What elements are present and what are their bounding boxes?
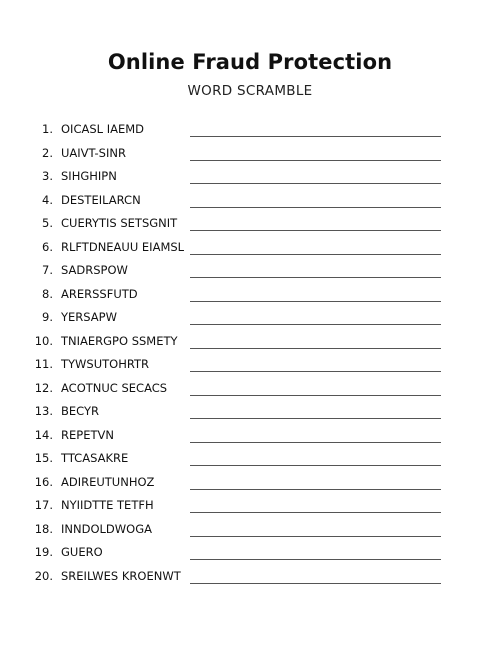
answer-line[interactable]	[190, 395, 441, 396]
scramble-item	[0, 494, 500, 518]
scramble-item	[0, 541, 500, 565]
item-number: 12.	[34, 380, 53, 395]
answer-line[interactable]	[190, 136, 441, 137]
scrambled-word: TNIAERGPO SSMETY	[61, 333, 178, 348]
worksheet-title: Online Fraud Protection	[107, 50, 393, 74]
answer-line[interactable]	[190, 207, 441, 208]
scrambled-word: SIHGHIPN	[61, 169, 117, 183]
scrambled-word: DESTEILARCN	[61, 192, 141, 207]
scrambled-word: TYWSUTOHRTR	[61, 357, 150, 371]
answer-line[interactable]	[190, 536, 441, 537]
scrambled-word: BECYR	[61, 404, 99, 418]
scrambled-word: TTCASAKRE	[61, 451, 129, 465]
scramble-item	[0, 400, 500, 424]
scrambled-word: NYIIDTTE TETFH	[61, 498, 154, 512]
scramble-list	[0, 118, 500, 588]
answer-line[interactable]	[190, 512, 441, 513]
answer-line[interactable]	[190, 348, 441, 349]
worksheet-subtitle: WORD SCRAMBLE	[187, 83, 313, 99]
item-number: 11.	[34, 357, 53, 371]
scrambled-word: REPETVN	[61, 427, 114, 442]
item-number: 15.	[34, 451, 53, 465]
scramble-item	[0, 259, 500, 283]
answer-line[interactable]	[190, 418, 441, 419]
item-number: 17.	[34, 498, 53, 512]
answer-line[interactable]	[190, 583, 441, 584]
scrambled-word: YERSAPW	[61, 310, 117, 324]
scramble-item	[0, 353, 500, 377]
answer-line[interactable]	[190, 183, 441, 184]
item-number: 7.	[42, 263, 53, 277]
scramble-item	[0, 189, 500, 213]
scrambled-word: SADRSPOW	[61, 263, 128, 277]
scramble-item	[0, 565, 500, 589]
item-number: 1.	[42, 122, 53, 136]
answer-line[interactable]	[190, 301, 441, 302]
scramble-item	[0, 118, 500, 142]
answer-line[interactable]	[190, 230, 441, 231]
answer-line[interactable]	[190, 324, 441, 325]
scrambled-word: RLFTDNEAUU EIAMSL	[61, 239, 185, 254]
scramble-item	[0, 165, 500, 189]
scrambled-word: ACOTNUC SECACS	[61, 380, 168, 395]
item-number: 18.	[34, 521, 53, 536]
scrambled-word: ARERSSFUTD	[61, 286, 138, 301]
scramble-item	[0, 142, 500, 166]
item-number: 20.	[34, 568, 53, 583]
item-number: 6.	[42, 239, 53, 254]
answer-line[interactable]	[190, 442, 441, 443]
answer-line[interactable]	[190, 371, 441, 372]
scramble-item	[0, 518, 500, 542]
scrambled-word: GUERO	[61, 545, 103, 559]
item-number: 19.	[34, 545, 53, 559]
scrambled-word: SREILWES KROENWT	[61, 568, 181, 583]
scrambled-word: ADIREUTUNHOZ	[61, 474, 155, 489]
scramble-item	[0, 236, 500, 260]
item-number: 10.	[34, 333, 53, 348]
scramble-item	[0, 330, 500, 354]
scrambled-word: UAIVT-SINR	[61, 145, 126, 160]
answer-line[interactable]	[190, 160, 441, 161]
item-number: 14.	[34, 427, 53, 442]
scramble-item	[0, 447, 500, 471]
item-number: 9.	[42, 310, 53, 324]
item-number: 3.	[42, 169, 53, 183]
answer-line[interactable]	[190, 489, 441, 490]
scramble-item	[0, 306, 500, 330]
scramble-item	[0, 424, 500, 448]
scrambled-word: INNDOLDWOGA	[61, 521, 152, 536]
scramble-item	[0, 283, 500, 307]
answer-line[interactable]	[190, 254, 441, 255]
answer-line[interactable]	[190, 465, 441, 466]
scramble-item	[0, 471, 500, 495]
scramble-item	[0, 212, 500, 236]
scramble-item	[0, 377, 500, 401]
item-number: 4.	[42, 192, 53, 207]
answer-line[interactable]	[190, 277, 441, 278]
item-number: 5.	[42, 216, 53, 230]
item-number: 16.	[34, 474, 53, 489]
item-number: 8.	[42, 286, 53, 301]
scrambled-word: OICASL IAEMD	[61, 122, 145, 136]
answer-line[interactable]	[190, 559, 441, 560]
item-number: 13.	[34, 404, 53, 418]
item-number: 2.	[42, 145, 53, 160]
scrambled-word: CUERYTIS SETSGNIT	[61, 216, 178, 230]
